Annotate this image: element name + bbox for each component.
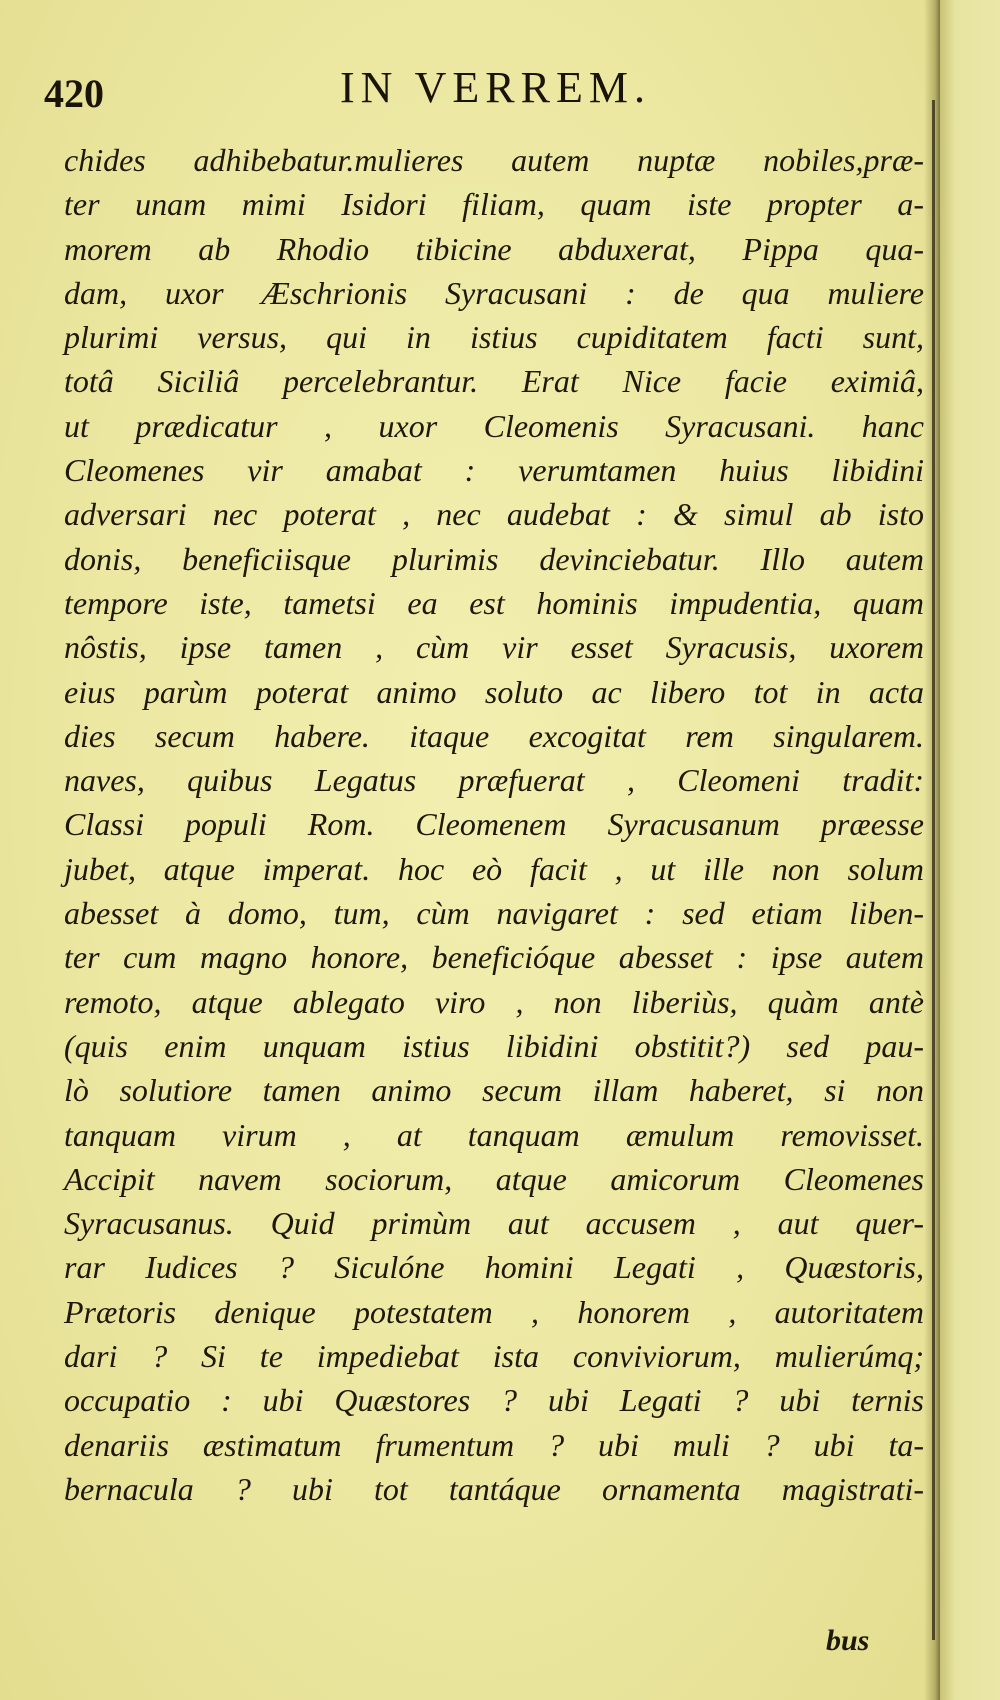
text-line: dam, uxor Æschrionis Syracusani : de qua muliere xyxy=(64,274,924,311)
text-line: plurimi versus, qui in istius cupiditatem facti sunt, xyxy=(64,319,924,356)
text-line: Classi populi Rom. Cleomenem Syracusanum præesse xyxy=(64,806,924,843)
text-line: abesset à domo, tum, cùm navigaret : sed etiam liben- xyxy=(64,895,924,932)
text-line: Prætoris denique potestatem , honorem , autoritatem xyxy=(64,1293,924,1330)
page-number: 420 xyxy=(44,71,104,116)
body-text xyxy=(64,138,924,1511)
text-line: lò solutiore tamen animo secum illam haberet, si non xyxy=(64,1072,924,1109)
text-line: nôstis, ipse tamen , cùm vir esset Syracusis, uxorem xyxy=(64,629,924,666)
text-line: denariis æstimatum frumentum ? ubi muli ? ubi ta- xyxy=(64,1426,924,1463)
text-line: (quis enim unquam istius libidini obstitit?) sed pau- xyxy=(64,1027,924,1064)
text-line: dies secum habere. itaque excogitat rem singularem. xyxy=(64,717,924,754)
text-line: totâ Siciliâ percelebrantur. Erat Nice facie eximiâ, xyxy=(64,363,924,400)
text-line: Syracusanus. Quid primùm aut accusem , aut quer- xyxy=(64,1205,924,1242)
adjacent-page-edge xyxy=(940,0,1000,1700)
text-line: rar Iudices ? Siculóne homini Legati , Quæstoris, xyxy=(64,1249,924,1286)
text-line: chides adhibebatur.mulieres autem nuptæ nobiles,præ- xyxy=(64,142,924,178)
text-line: occupatio : ubi Quæstores ? ubi Legati ? ubi ternis xyxy=(64,1382,924,1419)
text-line: tanquam virum , at tanquam æmulum removisset. xyxy=(64,1116,924,1153)
text-line: ter cum magno honore, beneficióque abesset : ipse autem xyxy=(64,939,924,976)
text-line: morem ab Rhodio tibicine abduxerat, Pippa qua- xyxy=(64,230,924,267)
margin-ink-rule xyxy=(932,100,935,1640)
catchword: bus xyxy=(826,1624,870,1657)
text-line: adversari nec poterat , nec audebat : & simul ab isto xyxy=(64,496,924,533)
text-line: naves, quibus Legatus præfuerat , Cleomeni tradit: xyxy=(64,762,924,799)
text-line: jubet, atque imperat. hoc eò facit , ut ille non solum xyxy=(64,850,924,887)
running-head: IN VERREM. xyxy=(340,63,651,112)
text-line: dari ? Si te impediebat ista conviviorum, mulierúmq; xyxy=(64,1338,924,1375)
text-line: tempore iste, tametsi ea est hominis impudentia, quam xyxy=(64,584,924,621)
text-line: donis, beneficiisque plurimis devinciebatur. Illo autem xyxy=(64,540,924,577)
text-line: eius parùm poterat animo soluto ac libero tot in acta xyxy=(64,673,924,710)
text-line: Cleomenes vir amabat : verumtamen huius libidini xyxy=(64,452,924,489)
text-line: ter unam mimi Isidori filiam, quam iste propter a- xyxy=(64,186,924,223)
text-line: remoto, atque ablegato viro , non liberiùs, quàm antè xyxy=(64,983,924,1020)
text-line: ut prædicatur , uxor Cleomenis Syracusani. hanc xyxy=(64,407,924,444)
text-line: Accipit navem sociorum, atque amicorum Cleomenes xyxy=(64,1160,924,1197)
text-line: bernacula ? ubi tot tantáque ornamenta magistrati- xyxy=(64,1470,924,1507)
